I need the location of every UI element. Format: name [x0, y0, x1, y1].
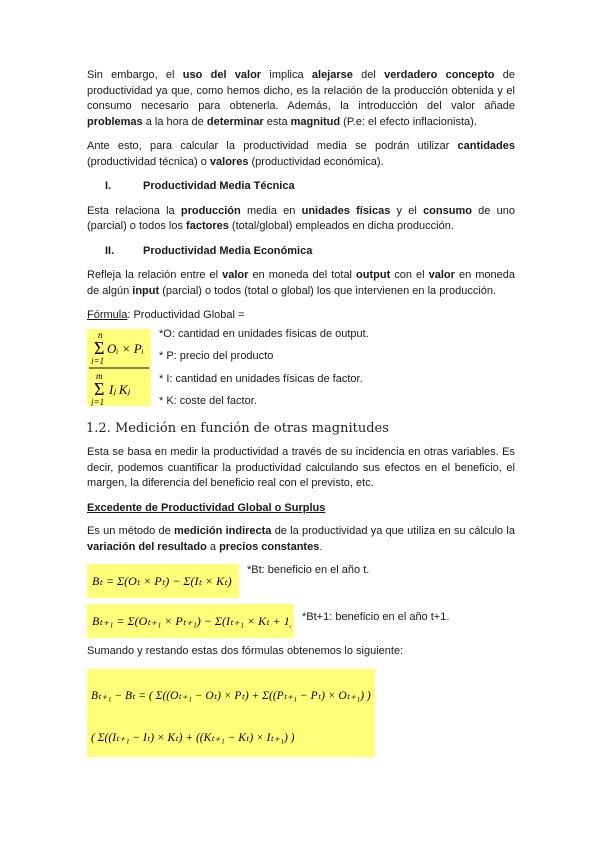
productividad-global-formula	[87, 329, 515, 417]
bt1-formula	[87, 604, 294, 638]
formula-notes	[159, 327, 369, 417]
section-title: 1.2. Medición en función de otras magnitudes	[86, 420, 389, 436]
paragraph-6: Es un método de medición indirecta de la productividad ya que utiliza en su cálculo la variación del resultado a precios constantes.	[87, 525, 515, 553]
bt-formula	[87, 564, 239, 598]
bt1-formula-row	[87, 604, 515, 638]
den-sigma: Σ	[94, 378, 105, 399]
den-lower-limit: j=1	[91, 396, 105, 406]
paragraph-4: Refleja la relación entre el valor en moneda del total output con el valor en moneda de algún input (parcial) o todos (total o global) los que intervienen en la producción.	[87, 269, 515, 297]
paragraph-7: Sumando y restando estas dos fórmulas obtenemos lo siguiente:	[87, 645, 404, 657]
num-sigma: Σ	[94, 337, 105, 358]
den-expression: Iⱼ Kⱼ	[109, 381, 130, 397]
document-page	[87, 68, 515, 757]
note-o: *O: cantidad en unidades físicas de output.	[159, 327, 369, 340]
bt-formula-text: Bₜ = Σ(Oₜ × Pₜ) − Σ(Iₜ × Kₜ)	[92, 574, 232, 588]
num-expression: Oᵢ × Pᵢ	[107, 340, 144, 356]
note-k: * K: coste del factor.	[159, 395, 257, 407]
bt-formula-row	[87, 564, 515, 598]
num-lower-limit: i=1	[91, 355, 105, 366]
bt-note: *Bt: beneficio en el año t.	[247, 564, 370, 576]
den-upper-limit: m	[96, 370, 103, 381]
surplus-formula-line-2: ( Σ((Iₜ₊₁ − Iₜ) × Kₜ) + ((Kₜ₊₁ − Kₜ) × Iₜ₊₁) )	[91, 731, 295, 744]
paragraph-3: Esta relaciona la producción media en unidades físicas y el consumo de uno (parcial) o todos los factores (total/global) empleados en dicha producción.	[87, 204, 515, 232]
bt1-formula-text: Bₜ₊₁ = Σ(Oₜ₊₁ × Pₜ₊₁) − Σ(Iₜ₊₁ × Kₜ + 1)	[92, 614, 291, 628]
heading-productividad-economica: II. Productividad Media Económica	[105, 244, 313, 257]
surplus-formula-line-1: Bₜ₊₁ − Bₜ = ( Σ((Oₜ₊₁ − Oₜ) × Pₜ) + Σ((Pₜ₊₁ − Pₜ) × Oₜ₊₁) ) −	[91, 689, 375, 702]
heading-productividad-tecnica: I. Productividad Media Técnica	[105, 180, 295, 192]
paragraph-1: Sin embargo, el uso del valor implica alejarse del verdadero concepto de productividad ya que, como hemos dicho, es la relación de la producción obtenida y el consumo necesario para obtenerla. Además, la introducción del valor añade problemas a la hora de determinar esta magnitud (P.e: el efecto inflacionista).	[87, 69, 516, 128]
note-i: * I: cantidad en unidades físicas de factor.	[159, 372, 363, 385]
formula-image	[87, 329, 151, 406]
formula-label: Fórmula: Productividad Global =	[87, 309, 245, 321]
surplus-title: Excedente de Productividad Global o Surplus	[87, 501, 326, 514]
surplus-formula	[87, 669, 375, 757]
paragraph-2: Ante esto, para calcular la productividad media se podrán utilizar cantidades (productividad técnica) o valores (productividad económica).	[87, 140, 515, 168]
paragraph-5: Esta se basa en medir la productividad a través de su incidencia en otras variables. Es decir, podemos cuantificar la productividad calculando sus efectos en el beneficio, el margen, la diferencia del beneficio real con el previsto, etc.	[87, 446, 515, 489]
num-upper-limit: n	[98, 329, 103, 340]
note-p: * P: precio del producto	[159, 350, 274, 362]
bt1-note: *Bt+1: beneficio en el año t+1.	[302, 611, 450, 623]
